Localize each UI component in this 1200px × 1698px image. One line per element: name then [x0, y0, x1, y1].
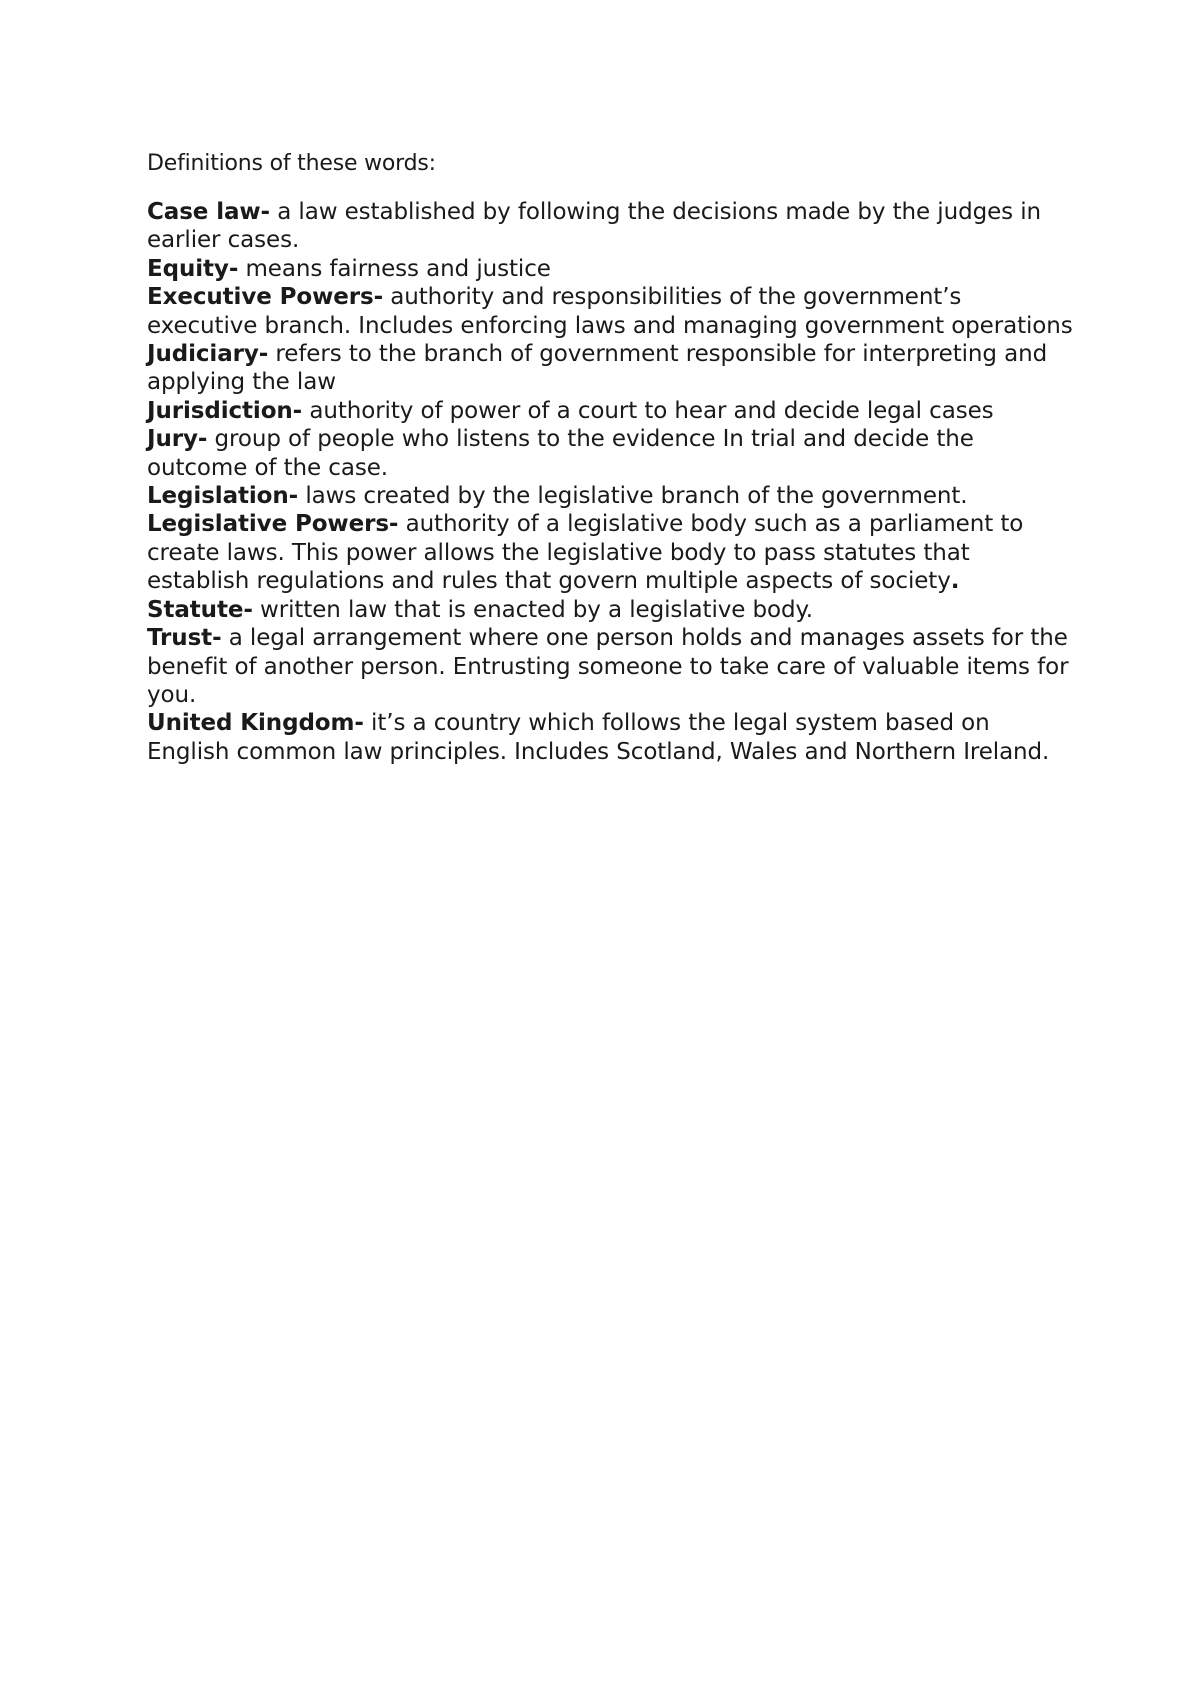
definition-text: authority of a legislative body such as a parliament to create laws. This power allows the legislative body to pass statutes that establish regulations and rules that govern multiple aspects of society: [147, 511, 1024, 595]
definition-text: a law established by following the decisions made by the judges in earlier cases.: [147, 199, 1041, 254]
definition-term: Jury-: [147, 426, 208, 453]
definition-text: means fairness and justice: [238, 255, 551, 282]
definition-statute: [147, 596, 1077, 624]
definition-term: Jurisdiction-: [147, 397, 303, 424]
document-body: [147, 150, 1077, 766]
definition-text: written law that is enacted by a legislative body.: [252, 596, 813, 623]
definition-jurisdiction: [147, 397, 1077, 425]
definition-term: Statute-: [147, 596, 253, 623]
definition-executive-powers: [147, 283, 1077, 340]
definition-jury: [147, 425, 1077, 482]
definition-equity: [147, 255, 1077, 283]
definition-end-period: .: [950, 568, 960, 595]
definition-term: Executive Powers-: [147, 284, 384, 311]
definition-legislation: [147, 482, 1077, 510]
definition-term: Judiciary-: [147, 341, 269, 368]
definition-term: Legislative Powers-: [147, 511, 399, 538]
definition-term: Equity-: [147, 255, 239, 282]
definition-term: Case law-: [147, 199, 270, 225]
definition-text: a legal arrangement where one person holds and manages assets for the benefit of another person. Entrusting someone to take care of valuable items for you.: [147, 625, 1069, 708]
definition-term: United Kingdom-: [147, 710, 364, 737]
document-heading: Definitions of these words:: [147, 151, 436, 176]
definition-text: laws created by the legislative branch of the government.: [298, 483, 968, 510]
definition-text: it’s a country which follows the legal system based on English common law principles. Includes Scotland, Wales and Northern Ireland.: [147, 710, 1050, 765]
definition-text: authority of power of a court to hear and decide legal cases: [302, 397, 994, 424]
definitions-list: [147, 198, 1077, 766]
definition-text: refers to the branch of government responsible for interpreting and applying the law: [147, 341, 1048, 396]
definition-case-law: [147, 198, 1077, 255]
definition-judiciary: [147, 340, 1077, 397]
definition-term: Trust-: [147, 625, 222, 652]
definition-text: group of people who listens to the evidence In trial and decide the outcome of the case.: [147, 426, 974, 481]
definition-text: authority and responsibilities of the government’s executive branch. Includes enforcing laws and managing government operations: [147, 284, 1073, 339]
definition-term: Legislation-: [147, 483, 299, 510]
definition-united-kingdom: [147, 709, 1077, 766]
definition-trust: [147, 624, 1077, 709]
definition-legislative-powers: [147, 510, 1077, 595]
